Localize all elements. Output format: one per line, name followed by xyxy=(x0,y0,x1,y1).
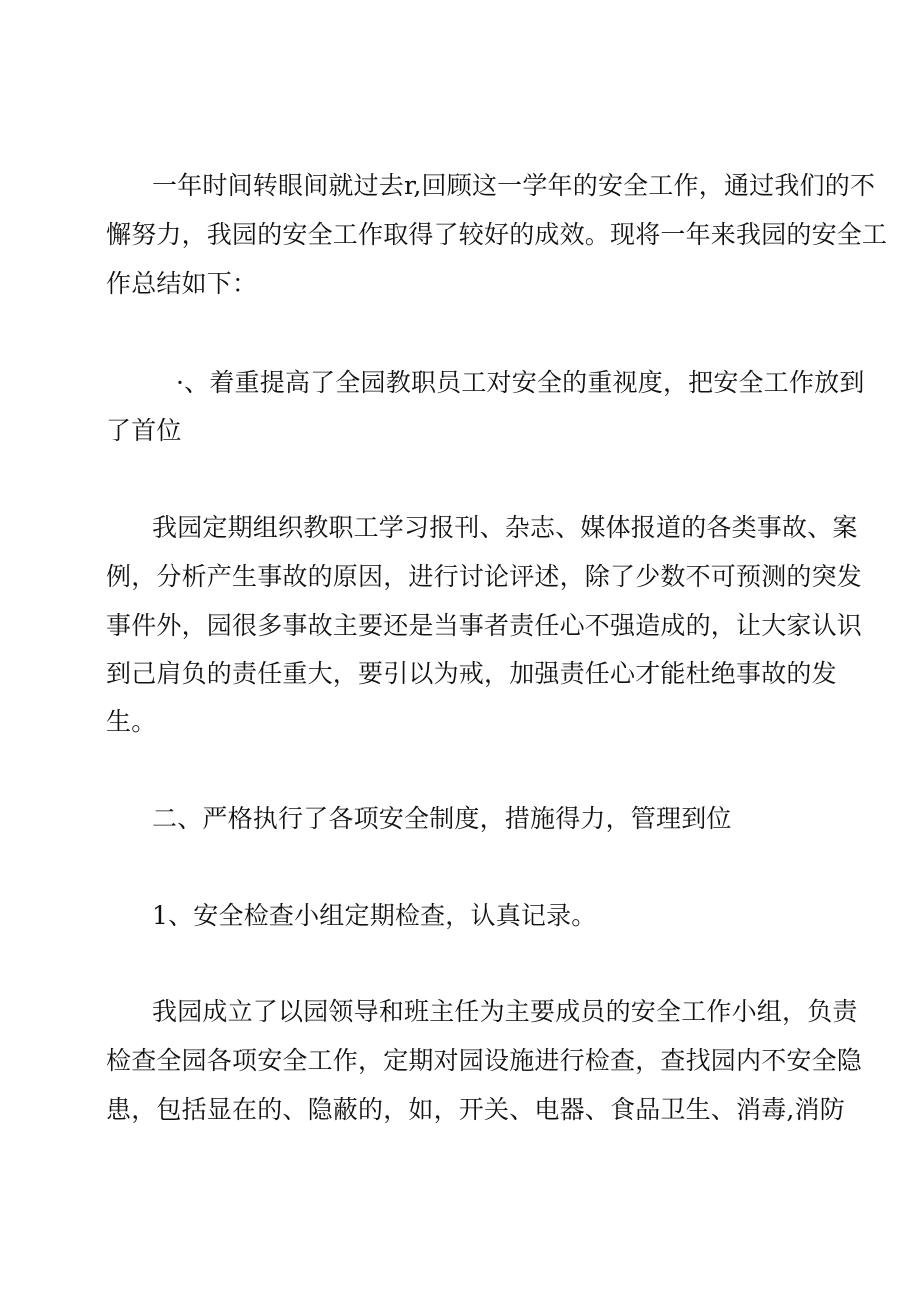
intro-line-1: 一年时间转眼间就过去r,回顾这一学年的安全工作，通过我们的不 xyxy=(152,171,876,200)
intro-line-2: 懈努力，我园的安全工作取得了较好的成效。现将一年来我园的安全工 xyxy=(106,220,888,249)
section-heading-1-line-2: 了首位 xyxy=(106,416,182,445)
body-paragraph-2-line-3: 患，包括显在的、隐蔽的，如，开关、电器、食品卫生、消毒,消防 xyxy=(106,1095,845,1124)
intro-line-3: 作总结如下： xyxy=(106,269,258,298)
body-paragraph-1-line-4: 到己肩负的责任重大，要引以为戒，加强责任心才能杜绝事故的发 xyxy=(106,659,837,688)
subsection-heading-1: 1、安全检查小组定期检查，认真记录。 xyxy=(152,901,597,930)
body-paragraph-1-line-1: 我园定期组织教职工学习报刊、杂志、媒体报道的各类事故、案 xyxy=(152,513,858,542)
body-paragraph-1-line-3: 事件外，园很多事故主要还是当事者责任心不强造成的，让大家认识 xyxy=(106,611,863,640)
body-paragraph-1-line-5: 生。 xyxy=(106,707,157,736)
body-paragraph-2-line-2: 检查全园各项安全工作，定期对园设施进行检查，查找园内不安全隐 xyxy=(106,1046,863,1075)
section-heading-1-line-1: ·、着重提高了全园教职员工对安全的重视度，把安全工作放到 xyxy=(176,368,865,397)
section-heading-2: 二、严格执行了各项安全制度，措施得力，管理到位 xyxy=(152,804,732,833)
body-paragraph-1-line-2: 例，分析产生事故的原因，进行讨论评述，除了少数不可预测的突发 xyxy=(106,562,863,591)
body-paragraph-2-line-1: 我园成立了以园领导和班主任为主要成员的安全工作小组，负责 xyxy=(152,997,858,1026)
